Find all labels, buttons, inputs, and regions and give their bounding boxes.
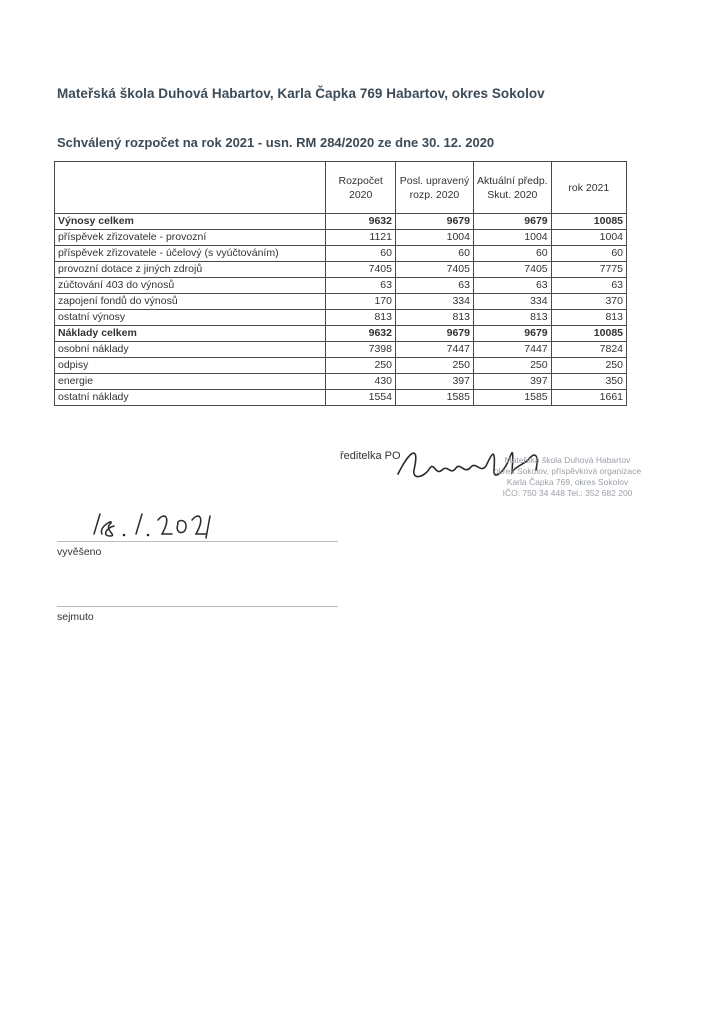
row-value: 250 xyxy=(395,358,473,374)
row-value: 10085 xyxy=(551,214,626,230)
row-value: 7398 xyxy=(326,342,396,358)
director-role: ředitelka PO xyxy=(340,450,401,462)
organization-stamp xyxy=(480,455,655,517)
row-label: Náklady celkem xyxy=(55,326,326,342)
row-value: 334 xyxy=(473,294,551,310)
row-value: 63 xyxy=(326,278,396,294)
stamp-line: okres Sokolov, příspěvková organizace xyxy=(493,466,642,476)
row-value: 813 xyxy=(326,310,396,326)
table-row xyxy=(55,326,627,342)
row-value: 813 xyxy=(473,310,551,326)
row-value: 1661 xyxy=(551,390,626,406)
row-value: 60 xyxy=(551,246,626,262)
posted-line xyxy=(57,541,338,542)
organization-name: Mateřská škola Duhová Habartov, Karla Čapka 769 Habartov, okres Sokolov xyxy=(57,86,545,101)
stamp-line: Karla Čapka 769, okres Sokolov xyxy=(506,477,629,487)
table-body xyxy=(55,214,627,406)
row-value: 370 xyxy=(551,294,626,310)
table-row xyxy=(55,214,627,230)
row-value: 7447 xyxy=(395,342,473,358)
row-label: zapojení fondů do výnosů xyxy=(55,294,326,310)
row-value: 60 xyxy=(326,246,396,262)
row-value: 7447 xyxy=(473,342,551,358)
row-value: 813 xyxy=(395,310,473,326)
row-value: 60 xyxy=(473,246,551,262)
row-value: 250 xyxy=(551,358,626,374)
row-value: 170 xyxy=(326,294,396,310)
budget-heading: Schválený rozpočet na rok 2021 - usn. RM 284/2020 ze dne 30. 12. 2020 xyxy=(57,135,495,150)
removed-label: sejmuto xyxy=(57,611,94,623)
row-value: 350 xyxy=(551,374,626,390)
row-value: 7405 xyxy=(326,262,396,278)
row-value: 9679 xyxy=(473,326,551,342)
row-value: 9679 xyxy=(395,214,473,230)
row-value: 1585 xyxy=(473,390,551,406)
row-value: 1004 xyxy=(551,230,626,246)
row-label: příspěvek zřizovatele - účelový (s vyúčtováním) xyxy=(55,246,326,262)
stamp-line: Mateřská škola Duhová Habartov xyxy=(504,455,631,465)
row-value: 9632 xyxy=(326,214,396,230)
row-value: 7824 xyxy=(551,342,626,358)
row-label: ostatní náklady xyxy=(55,390,326,406)
row-value: 63 xyxy=(473,278,551,294)
row-value: 813 xyxy=(551,310,626,326)
row-value: 397 xyxy=(473,374,551,390)
row-value: 60 xyxy=(395,246,473,262)
column-header-budget-2020: Rozpočet 2020 xyxy=(326,162,396,214)
row-label: odpisy xyxy=(55,358,326,374)
table-header-row xyxy=(55,162,627,214)
row-value: 9679 xyxy=(473,214,551,230)
stamp-line: IČO: 750 34 448 Tel.: 352 682 200 xyxy=(502,488,633,498)
row-label: energie xyxy=(55,374,326,390)
table-row xyxy=(55,294,627,310)
row-value: 1585 xyxy=(395,390,473,406)
row-value: 397 xyxy=(395,374,473,390)
table-row xyxy=(55,262,627,278)
row-label: osobní náklady xyxy=(55,342,326,358)
table-row xyxy=(55,278,627,294)
table-row xyxy=(55,390,627,406)
row-label: příspěvek zřizovatele - provozní xyxy=(55,230,326,246)
row-value: 430 xyxy=(326,374,396,390)
row-value: 1004 xyxy=(473,230,551,246)
column-header-label xyxy=(55,162,326,214)
row-label: Výnosy celkem xyxy=(55,214,326,230)
row-value: 63 xyxy=(395,278,473,294)
table-row xyxy=(55,374,627,390)
row-value: 1121 xyxy=(326,230,396,246)
column-header-actual-2020: Aktuální předp. Skut. 2020 xyxy=(473,162,551,214)
row-label: provozní dotace z jiných zdrojů xyxy=(55,262,326,278)
budget-table xyxy=(54,161,627,406)
row-value: 7775 xyxy=(551,262,626,278)
row-value: 250 xyxy=(473,358,551,374)
row-value: 250 xyxy=(326,358,396,374)
posted-date-handwritten xyxy=(88,504,218,546)
row-value: 7405 xyxy=(473,262,551,278)
table-row xyxy=(55,342,627,358)
removed-line xyxy=(57,606,338,607)
row-value: 63 xyxy=(551,278,626,294)
table-row xyxy=(55,310,627,326)
row-value: 1554 xyxy=(326,390,396,406)
column-header-2021: rok 2021 xyxy=(551,162,626,214)
row-value: 9632 xyxy=(326,326,396,342)
row-value: 9679 xyxy=(395,326,473,342)
row-value: 7405 xyxy=(395,262,473,278)
table-row xyxy=(55,358,627,374)
table-row xyxy=(55,246,627,262)
row-value: 334 xyxy=(395,294,473,310)
table-row xyxy=(55,230,627,246)
column-header-adjusted-2020: Posl. upravený rozp. 2020 xyxy=(395,162,473,214)
posted-label: vyvěšeno xyxy=(57,546,102,558)
row-value: 1004 xyxy=(395,230,473,246)
row-label: zúčtování 403 do výnosů xyxy=(55,278,326,294)
row-value: 10085 xyxy=(551,326,626,342)
row-label: ostatní výnosy xyxy=(55,310,326,326)
